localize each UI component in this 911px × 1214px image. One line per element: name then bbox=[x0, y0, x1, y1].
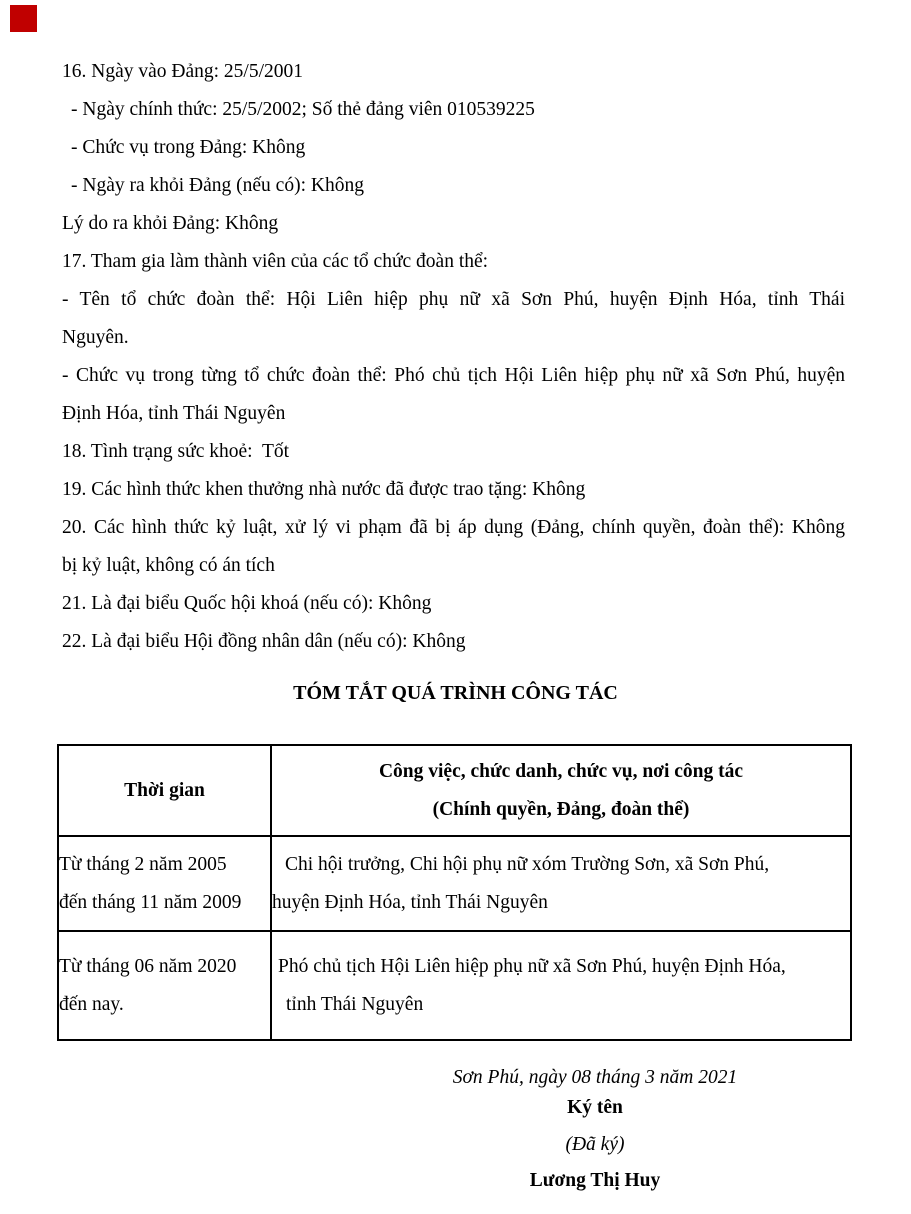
work-history-table bbox=[57, 744, 852, 1041]
field-party-leave-reason: Lý do ra khỏi Đảng: Không bbox=[62, 213, 279, 234]
field-peoples-council: 22. Là đại biểu Hội đồng nhân dân (nếu có): Không bbox=[62, 631, 466, 652]
field-organization-name: - Tên tổ chức đoàn thể: Hội Liên hiệp phụ nữ xã Sơn Phú, huyện Định Hóa, tỉnh Thái Nguyên. bbox=[62, 289, 845, 348]
signature-block bbox=[345, 1063, 845, 1196]
field-party-join-date: 16. Ngày vào Đảng: 25/5/2001 bbox=[62, 61, 304, 82]
section-title: TÓM TẮT QUÁ TRÌNH CÔNG TÁC bbox=[293, 682, 618, 704]
cell-period-1: Từ tháng 2 năm 2005 đến tháng 11 năm 2009 bbox=[58, 836, 271, 931]
signature-label: Ký tên bbox=[567, 1097, 623, 1118]
personal-info-section bbox=[62, 53, 845, 661]
table-row bbox=[58, 931, 851, 1040]
field-organization-position: - Chức vụ trong từng tổ chức đoàn thể: Phó chủ tịch Hội Liên hiệp phụ nữ xã Sơn Phú, huyện Định Hóa, tỉnh Thái Nguyên bbox=[62, 365, 845, 424]
field-national-assembly: 21. Là đại biểu Quốc hội khoá (nếu có): Không bbox=[62, 593, 432, 614]
table-header-row bbox=[58, 745, 851, 836]
field-awards: 19. Các hình thức khen thưởng nhà nước đã được trao tặng: Không bbox=[62, 479, 586, 500]
signer-name: Lương Thị Huy bbox=[529, 1170, 661, 1191]
red-indicator-square bbox=[10, 5, 37, 32]
field-official-date: - Ngày chính thức: 25/5/2002; Số thẻ đảng viên 010539225 bbox=[71, 99, 535, 120]
field-party-leave-date: - Ngày ra khỏi Đảng (nếu có): Không bbox=[71, 175, 364, 196]
header-cell-job: Công việc, chức danh, chức vụ, nơi công tác (Chính quyền, Đảng, đoàn thể) bbox=[271, 745, 851, 836]
field-organizations-heading: 17. Tham gia làm thành viên của các tổ chức đoàn thể: bbox=[62, 251, 489, 272]
signed-note: (Đã ký) bbox=[565, 1134, 625, 1155]
field-discipline: 20. Các hình thức kỷ luật, xử lý vi phạm đã bị áp dụng (Đảng, chính quyền, đoàn thể): Không bị kỷ luật, không có án tích bbox=[62, 517, 845, 576]
table-row bbox=[58, 836, 851, 931]
cell-job-1: Chi hội trưởng, Chi hội phụ nữ xóm Trường Sơn, xã Sơn Phú, huyện Định Hóa, tỉnh Thái Nguyên bbox=[271, 836, 851, 931]
cell-job-2: Phó chủ tịch Hội Liên hiệp phụ nữ xã Sơn Phú, huyện Định Hóa, tỉnh Thái Nguyên bbox=[271, 931, 851, 1040]
field-health-status: 18. Tình trạng sức khoẻ: Tốt bbox=[62, 441, 290, 462]
cell-period-2: Từ tháng 06 năm 2020 đến nay. bbox=[58, 931, 271, 1040]
signature-place-date: Sơn Phú, ngày 08 tháng 3 năm 2021 bbox=[452, 1067, 738, 1088]
header-cell-period: Thời gian bbox=[58, 745, 271, 836]
field-party-position: - Chức vụ trong Đảng: Không bbox=[71, 137, 306, 158]
